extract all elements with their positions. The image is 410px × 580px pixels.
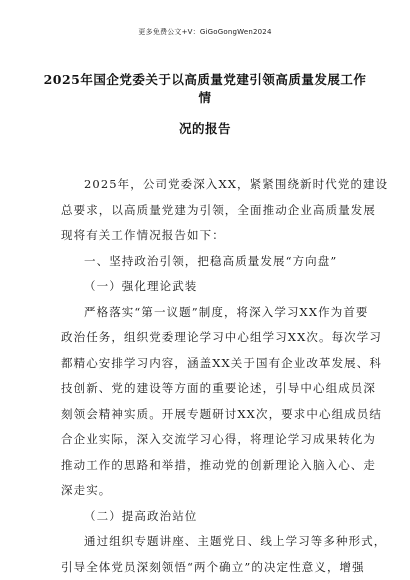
body-line: 一、坚持政治引领，把稳高质量发展“方向盘” <box>84 253 338 268</box>
body-line: 深走实。 <box>61 483 112 497</box>
body-line: 推动工作的思路和举措，推动党的创新理论入脑入心、走 <box>61 457 376 472</box>
body-line: 2025年，公司党委深入XX，紧紧围绕新时代党的建设 <box>84 177 389 191</box>
document-body <box>61 172 389 580</box>
body-line: （二）提高政治站位 <box>84 508 198 523</box>
body-line: 现将有关工作情况报告如下： <box>61 228 225 242</box>
body-line: 严格落实“第一议题”制度，将深入学习XX作为首要 <box>84 304 369 319</box>
document-title-line-2: 况的报告 <box>178 121 231 136</box>
body-line: 通过组织专题讲座、主题党日、线上学习等多种形式， <box>84 534 387 548</box>
body-line: 都精心安排学习内容，涵盖XX关于国有企业改革发展、科 <box>61 355 382 370</box>
body-line: 刻领会精神实质。开展专题研讨XX次，要求中心组成员结 <box>61 406 382 421</box>
document-title-line-1: 2025年国企党委关于以高质量党建引领高质量发展工作情 <box>43 72 367 105</box>
body-line: 合企业实际，深入交流学习心得，将理论学习成果转化为 <box>61 432 376 446</box>
body-line: 技创新、党的建设等方面的重要论述，引导中心组成员深 <box>61 381 376 395</box>
body-line: 政治任务，组织党委理论学习中心组学习XX次。每次学习 <box>61 330 382 344</box>
header-note: 更多免费公文+V：GiGoGongWen2024 <box>138 28 272 36</box>
body-line: （一）强化理论武装 <box>84 279 198 293</box>
body-line: 总要求，以高质量党建为引领，全面推动企业高质量发展 <box>61 202 376 217</box>
body-line: 引导全体党员深刻领悟“两个确立”的决定性意义，增强 <box>61 559 365 574</box>
